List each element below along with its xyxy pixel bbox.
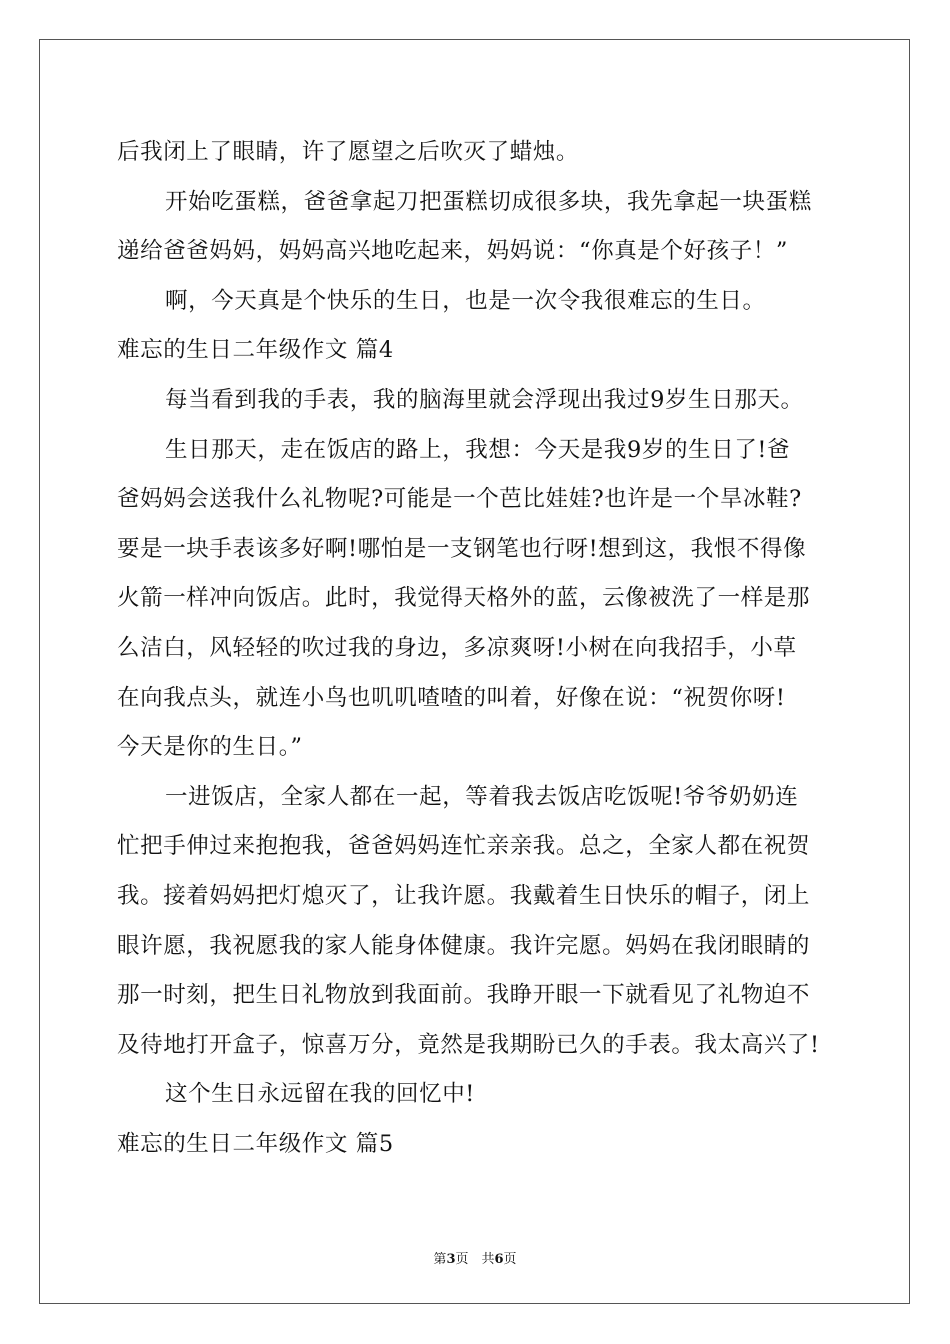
paragraph-line: 每当看到我的手表，我的脑海里就会浮现出我过9岁生日那天。: [165, 386, 804, 413]
total-page-count: 6: [494, 1252, 504, 1267]
paragraph-line: 这个生日永远留在我的回忆中!: [165, 1081, 475, 1108]
heading-text: 难忘的生日二年级作文 篇5: [117, 1130, 394, 1157]
heading-text: 难忘的生日二年级作文 篇4: [117, 337, 394, 364]
paragraph: [117, 277, 839, 327]
paragraph-line: 开始吃蛋糕，爸爸拿起刀把蛋糕切成很多块，我先拿起一块蛋糕: [165, 188, 812, 215]
footer-middle: 页 共: [455, 1252, 495, 1267]
paragraph-line: 生日那天，走在饭店的路上，我想：今天是我9岁的生日了!爸: [165, 436, 791, 463]
section-heading: [117, 326, 839, 376]
paragraph-line: 今天是你的生日。”: [117, 734, 303, 761]
paragraph-line: 爸妈妈会送我什么礼物呢?可能是一个芭比娃娃?也许是一个旱冰鞋?: [117, 486, 802, 513]
paragraph-line: 那一时刻，把生日礼物放到我面前。我睁开眼一下就看见了礼物迫不: [117, 982, 811, 1009]
paragraph-line: 后我闭上了眼睛，许了愿望之后吹灭了蜡烛。: [117, 139, 580, 165]
paragraph-line: 忙把手伸过来抱抱我，爸爸妈妈连忙亲亲我。总之，全家人都在祝贺: [117, 833, 811, 860]
paragraph-line: 一进饭店，全家人都在一起，等着我去饭店吃饭呢!爷爷奶奶连: [165, 783, 799, 810]
footer-suffix: 页: [503, 1252, 517, 1267]
paragraph-line: 在向我点头，就连小鸟也叽叽喳喳的叫着，好像在说：“祝贺你呀!: [117, 684, 786, 711]
paragraph: [117, 376, 839, 426]
paragraph: [117, 1070, 839, 1120]
document-body: [117, 128, 839, 1169]
footer-prefix: 第: [433, 1252, 447, 1267]
paragraph: [117, 426, 839, 773]
paragraph: [117, 128, 839, 178]
paragraph-line: 眼许愿，我祝愿我的家人能身体健康。我许完愿。妈妈在我闭眼睛的: [117, 932, 811, 959]
paragraph-line: 火箭一样冲向饭店。此时，我觉得天格外的蓝，云像被洗了一样是那: [117, 585, 811, 612]
paragraph-line: 递给爸爸妈妈，妈妈高兴地吃起来，妈妈说：“你真是个好孩子！”: [117, 238, 789, 265]
paragraph-line: 啊，今天真是个快乐的生日，也是一次令我很难忘的生日。: [165, 287, 766, 314]
paragraph: [117, 178, 839, 277]
page-footer: [0, 1248, 950, 1267]
paragraph-line: 要是一块手表该多好啊!哪怕是一支钢笔也行呀!想到这，我恨不得像: [117, 535, 807, 562]
paragraph-line: 我。接着妈妈把灯熄灭了，让我许愿。我戴着生日快乐的帽子，闭上: [117, 882, 811, 909]
paragraph-line: 及待地打开盒子，惊喜万分，竟然是我期盼已久的手表。我太高兴了!: [117, 1031, 820, 1058]
paragraph: [117, 773, 839, 1071]
paragraph-line: 么洁白，风轻轻的吹过我的身边，多凉爽呀!小树在向我招手，小草: [117, 634, 797, 661]
current-page-number: 3: [446, 1252, 456, 1267]
section-heading: [117, 1120, 839, 1170]
